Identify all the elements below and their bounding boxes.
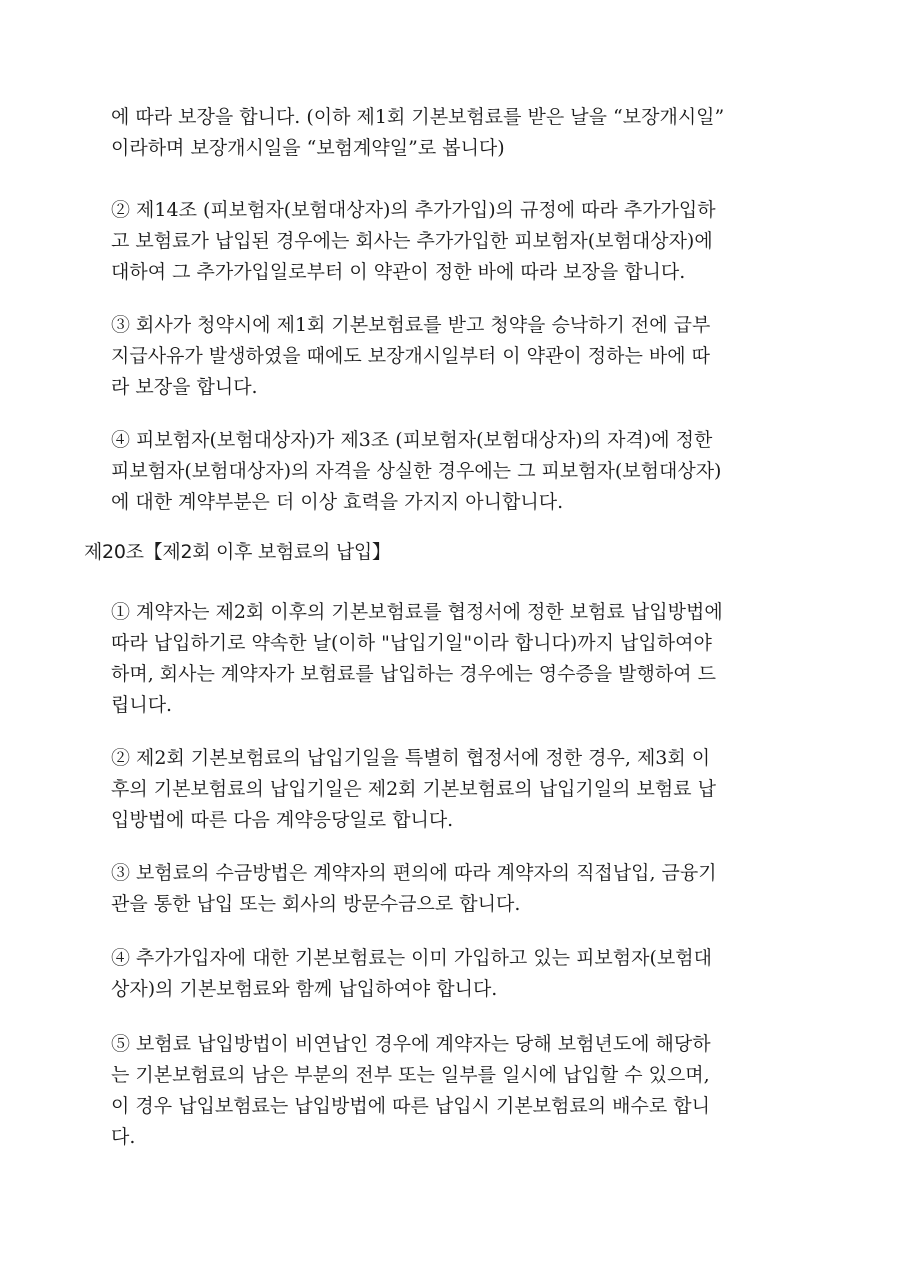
article20-paragraph-3 (111, 858, 811, 920)
text-line: 립니다. (111, 694, 173, 716)
text-line: ④ 추가가입자에 대한 기본보험료는 이미 가입하고 있는 피보험자(보험대 (111, 947, 712, 969)
article19-paragraph-2 (111, 195, 811, 288)
text-line: ① 계약자는 제2회 이후의 기본보험료를 협정서에 정한 보험료 납입방법에 (111, 601, 723, 623)
article19-paragraph-4 (111, 425, 811, 518)
text-line: ② 제14조 (피보험자(보험대상자)의 추가가입)의 규정에 따라 추가가입하 (111, 199, 716, 221)
text-line: 따라 납입하기로 약속한 날(이하 "납입기일"이라 합니다)까지 납입하여야 (111, 632, 712, 654)
text-line: 라 보장을 합니다. (111, 376, 258, 398)
article20-paragraph-2 (111, 743, 811, 836)
text-line: 에 대한 계약부분은 더 이상 효력을 가지지 아니합니다. (111, 491, 564, 513)
text-line: 다. (111, 1126, 136, 1148)
text-line: 고 보험료가 납입된 경우에는 회사는 추가가입한 피보험자(보험대상자)에 (111, 230, 713, 252)
text-line: 에 따라 보장을 합니다. (이하 제1회 기본보험료를 받은 날을 “보장개시일” (111, 106, 725, 128)
text-line: ③ 보험료의 수금방법은 계약자의 편의에 따라 계약자의 직접납입, 금융기 (111, 862, 717, 884)
text-line: 는 기본보험료의 남은 부분의 전부 또는 일부를 일시에 납입할 수 있으며, (111, 1064, 710, 1086)
article20-paragraph-5 (111, 1029, 811, 1153)
text-line: ⑤ 보험료 납입방법이 비연납인 경우에 계약자는 당해 보험년도에 해당하 (111, 1033, 711, 1055)
text-line: 지급사유가 발생하였을 때에도 보장개시일부터 이 약관이 정하는 바에 따 (111, 345, 710, 367)
article20-heading: 제20조【제2회 이후 보험료의 납입】 (84, 541, 391, 563)
text-line: 이 경우 납입보험료는 납입방법에 따른 납입시 기본보험료의 배수로 합니 (111, 1095, 710, 1117)
article20-paragraph-1 (111, 597, 811, 721)
text-line: 이라하며 보장개시일을 “보험계약일”로 봅니다) (111, 137, 505, 159)
text-line: ② 제2회 기본보험료의 납입기일을 특별히 협정서에 정한 경우, 제3회 이 (111, 747, 711, 769)
text-line: ④ 피보험자(보험대상자)가 제3조 (피보험자(보험대상자)의 자격)에 정한 (111, 429, 713, 451)
text-line: 입방법에 따른 다음 계약응당일로 합니다. (111, 809, 454, 831)
continuation-paragraph (111, 102, 811, 164)
text-line: 하며, 회사는 계약자가 보험료를 납입하는 경우에는 영수증을 발행하여 드 (111, 663, 716, 685)
article20-paragraph-4 (111, 943, 811, 1005)
text-line: 상자)의 기본보험료와 함께 납입하여야 합니다. (111, 978, 498, 1000)
text-line: 피보험자(보험대상자)의 자격을 상실한 경우에는 그 피보험자(보험대상자) (111, 460, 722, 482)
text-line: 대하여 그 추가가입일로부터 이 약관이 정한 바에 따라 보장을 합니다. (111, 261, 686, 283)
text-line: ③ 회사가 청약시에 제1회 기본보험료를 받고 청약을 승낙하기 전에 급부 (111, 314, 711, 336)
text-line: 관을 통한 납입 또는 회사의 방문수금으로 합니다. (111, 893, 521, 915)
text-line: 후의 기본보험료의 납입기일은 제2회 기본보험료의 납입기일의 보험료 납 (111, 778, 716, 800)
article19-paragraph-3 (111, 310, 811, 403)
